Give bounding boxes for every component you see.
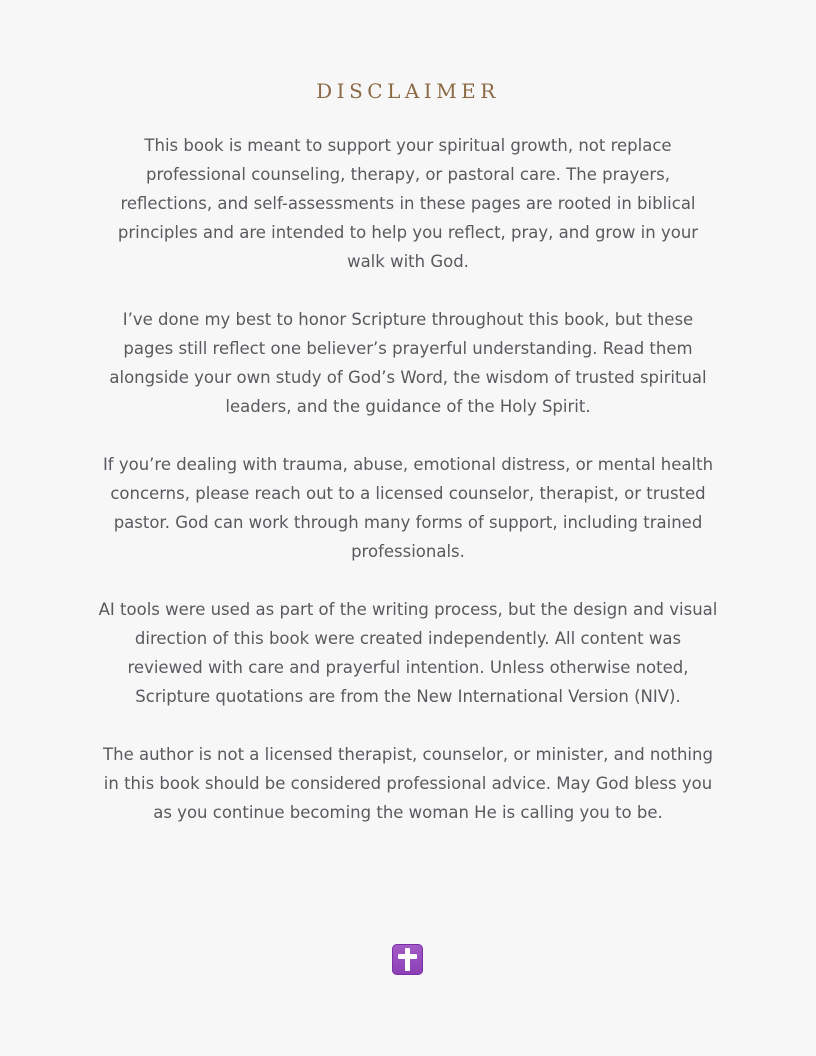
disclaimer-paragraph-2: I’ve done my best to honor Scripture throughout this book, but these pages still reflect one believer’s prayerful understanding. Read them alongside your own study of God’s Word, the wisdom of trusted spiritual leaders, and the guidance of the Holy Spirit. (109, 310, 707, 416)
disclaimer-paragraph-1: This book is meant to support your spiritual growth, not replace professional counseling, therapy, or pastoral care. The prayers, reflections, and self-assessments in these pages are rooted in biblical principles and are intended to help you reflect, pray, and grow in your walk with God. (117, 136, 699, 271)
disclaimer-paragraph-5: The author is not a licensed therapist, counselor, or minister, and nothing in this book should be considered professional advice. May God bless you as you continue becoming the woman He is calling you to be. (103, 745, 713, 822)
cross-horizontal-bar (398, 954, 417, 959)
page-title: DISCLAIMER (316, 79, 500, 103)
latin-cross-icon (392, 944, 423, 975)
disclaimer-paragraph-3: If you’re dealing with trauma, abuse, emotional distress, or mental health concerns, please reach out to a licensed counselor, therapist, or trusted pastor. God can work through many forms of support, including trained professionals. (102, 455, 714, 561)
disclaimer-paragraph-4: AI tools were used as part of the writing process, but the design and visual direction of this book were created independently. All content was reviewed with care and prayerful intention. Unless otherwise noted, Scripture quotations are from the New International Version (NIV). (98, 600, 718, 706)
cross-vertical-bar (405, 948, 410, 971)
disclaimer-body (98, 131, 718, 827)
